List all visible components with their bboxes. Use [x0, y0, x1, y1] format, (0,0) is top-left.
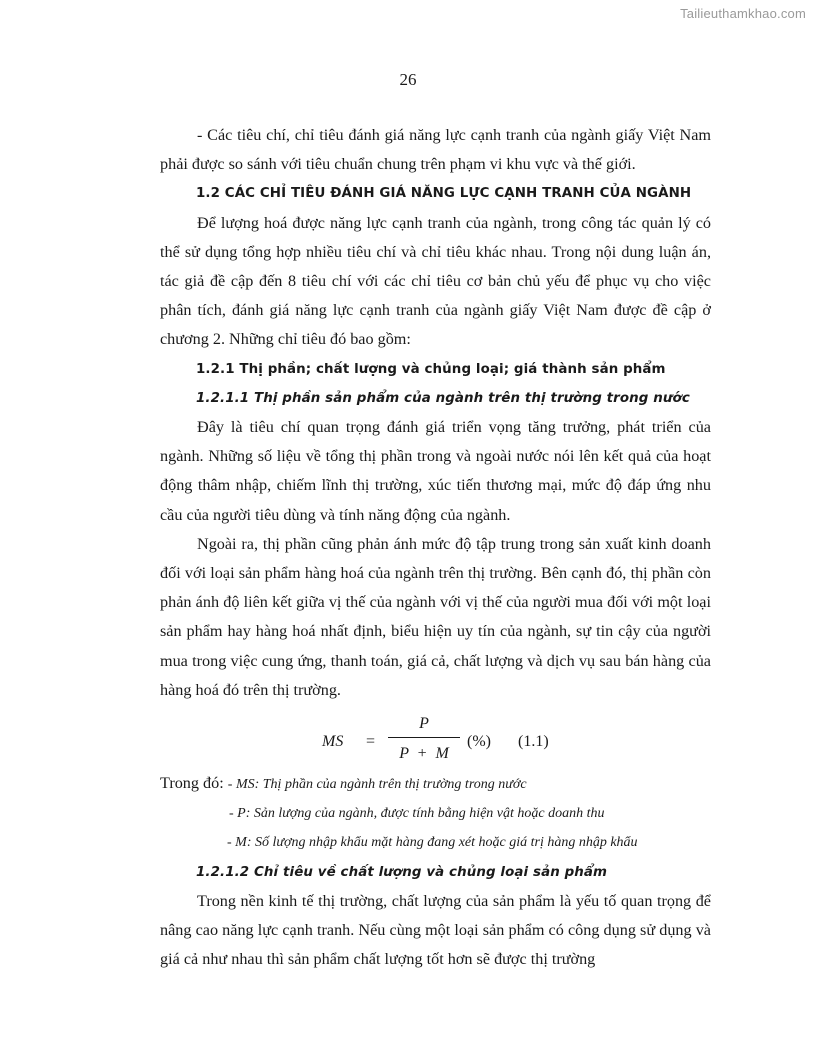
paragraph-market-share-concentration: Ngoài ra, thị phần cũng phản ánh mức độ tập trung trong sản xuất kinh doanh đối với loại sản phẩm hàng hoá của ngành trên thị trường. Bên cạnh đó, thị phần còn phản ánh độ liên kết giữa vị thế của ngành với vị thế của người mua đối với một loại sản phẩm hay hàng hoá nhất định, biểu hiện uy tín của ngành, sự tin cậy của người mua trong việc cung ứng, thanh toán, giá cả, chất lượng và dịch vụ sau bán hàng của hàng hoá đó trên thị trường. [160, 534, 711, 699]
watermark: Tailieuthamkhao.com [680, 6, 806, 21]
formula-numerator: P [419, 715, 429, 733]
definitions-first-line [160, 769, 711, 799]
paragraph-quality: Trong nền kinh tế thị trường, chất lượng của sản phẩm là yếu tố quan trọng để nâng cao năng lực cạnh tranh. Nếu cùng một loại sản phẩm có công dụng sử dụng và giá cả như nhau thì sản phẩm chất lượng tốt hơn sẽ được thị trường [160, 891, 711, 969]
section-heading-1-2-1-1: 1.2.1.1 Thị phần sản phẩm của ngành trên thị trường trong nước [196, 390, 690, 406]
market-share-formula [160, 709, 711, 769]
fraction-bar [388, 737, 460, 738]
formula-lhs: MS [322, 733, 344, 751]
document-body [160, 121, 711, 974]
paragraph-quantification: Để lượng hoá được năng lực cạnh tranh của ngành, trong công tác quản lý có thể sử dụng tổng hợp nhiều tiêu chí và chỉ tiêu khác nhau. Trong nội dung luận án, tác giả đề cập đến 8 tiêu chí với các chỉ tiêu cơ bản chủ yếu để phục vụ cho việc phân tích, đánh giá năng lực cạnh tranh của ngành giấy Việt Nam được đề cập ở chương 2. Những chỉ tiêu đó bao gồm: [160, 213, 711, 349]
definition-m: - M: Số lượng nhập khẩu mặt hàng đang xét hoặc giá trị hàng nhập khẩu [227, 835, 638, 851]
page-number: 26 [399, 70, 417, 89]
section-heading-1-2-1: 1.2.1 Thị phần; chất lượng và chủng loại; giá thành sản phẩm [196, 361, 666, 377]
definition-ms: - MS: Thị phần của ngành trên thị trường trong nước [227, 777, 527, 793]
formula-equals: = [366, 733, 376, 751]
paragraph-market-share-importance: Đây là tiêu chí quan trọng đánh giá triển vọng tăng trưởng, phát triển của ngành. Những số liệu về tổng thị phần trong và ngoài nước nói lên kết quả của hoạt động thâm nhập, chiếm lĩnh thị trường, xúc tiến thương mại, mức độ đáp ứng nhu cầu của người tiêu dùng và tính năng động của ngành. [160, 418, 711, 524]
formula-unit: (%) [467, 733, 491, 751]
equation-number: (1.1) [518, 733, 549, 751]
definitions-lead: Trong đó: [160, 774, 224, 793]
intro-paragraph: - Các tiêu chí, chỉ tiêu đánh giá năng lực cạnh tranh của ngành giấy Việt Nam phải được so sánh với tiêu chuẩn chung trên phạm vi khu vực và thế giới. [160, 126, 711, 174]
section-heading-1-2: 1.2 CÁC CHỈ TIÊU ĐÁNH GIÁ NĂNG LỰC CẠNH TRANH CỦA NGÀNH [196, 186, 692, 202]
definition-p: - P: Sản lượng của ngành, được tính bằng hiện vật hoặc doanh thu [229, 806, 605, 822]
formula-denominator: P + M [399, 745, 449, 763]
section-heading-1-2-1-2: 1.2.1.2 Chỉ tiêu về chất lượng và chủng loại sản phẩm [196, 864, 608, 880]
